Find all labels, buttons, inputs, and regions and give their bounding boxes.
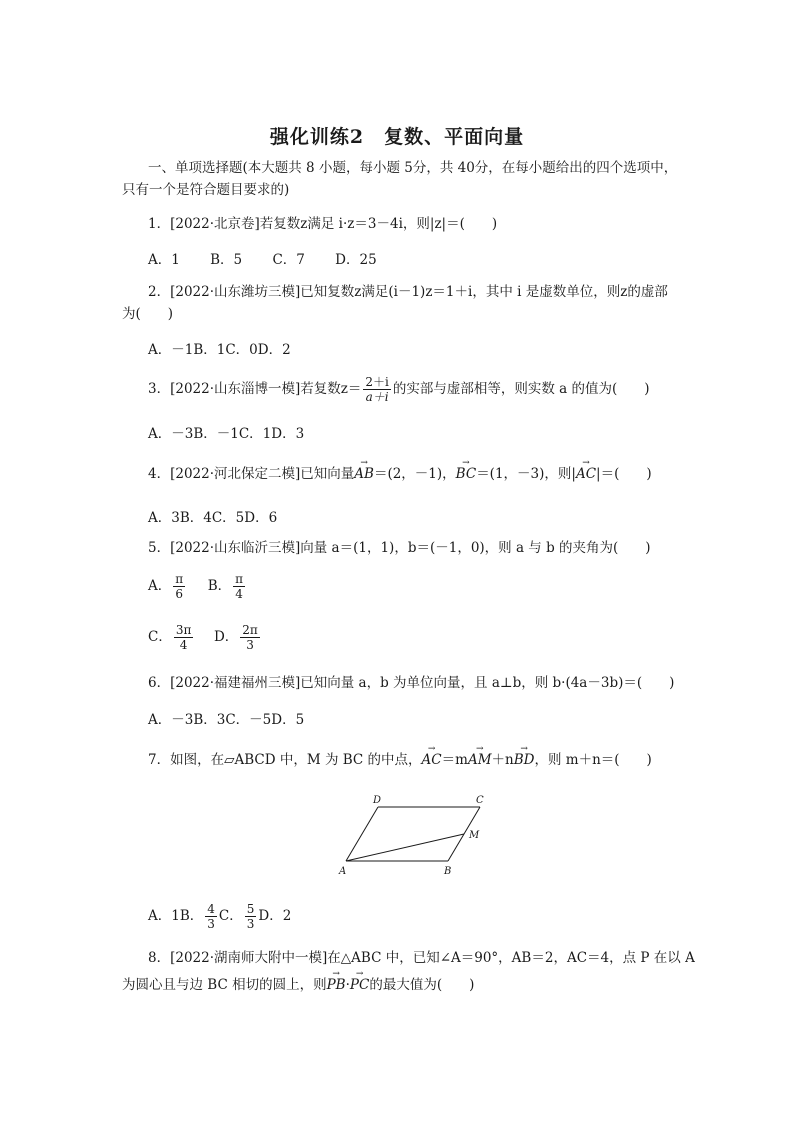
label-m: M bbox=[469, 830, 480, 841]
option-d: D．25 bbox=[335, 252, 377, 268]
segment-am bbox=[346, 834, 464, 861]
question-7 bbox=[148, 750, 652, 770]
section-heading-line2: 只有一个是符合题目要求的) bbox=[122, 182, 290, 198]
option-a: A．1 bbox=[148, 252, 180, 268]
question-5: 5．[2022·山东临沂三模]向量 a＝(1，1)，b＝(－1，0)，则 a 与 b 的夹角为( ) bbox=[148, 540, 651, 556]
label-b: B bbox=[444, 866, 452, 877]
option-d-fraction bbox=[240, 623, 260, 652]
vector-pb: → PB bbox=[327, 975, 346, 995]
text: ＝(2，－1)， bbox=[373, 466, 456, 482]
text: 为圆心且与边 BC 相切的圆上，则 bbox=[122, 977, 327, 993]
question-1: 1．[2022·北京卷]若复数z满足 i·z＝3－4i，则|z|＝( ) bbox=[148, 216, 498, 232]
denominator: 4 bbox=[235, 587, 243, 601]
fraction bbox=[363, 375, 390, 404]
label-d: D bbox=[373, 795, 382, 806]
option-c-label: C． bbox=[218, 908, 243, 924]
numerator: π bbox=[235, 572, 244, 586]
parallelogram-figure bbox=[336, 793, 486, 883]
numerator: 3π bbox=[175, 623, 192, 637]
text: ＝(1，－3)，则| bbox=[476, 466, 576, 482]
option-b-fraction bbox=[205, 902, 217, 931]
question-3-suffix: 的实部与虚部相等，则实数 a 的值为( ) bbox=[392, 381, 650, 397]
option-c: C．7 bbox=[272, 252, 305, 268]
text: ＋n bbox=[491, 752, 514, 768]
text: ＝m bbox=[441, 752, 468, 768]
question-2-options: A．－1B．1C．0D．2 bbox=[148, 342, 291, 358]
option-c-label: C． bbox=[148, 629, 172, 645]
option-a-fraction bbox=[173, 572, 185, 601]
option-d-label: D．2 bbox=[258, 908, 292, 924]
question-6-options: A．－3B．3C．－5D．5 bbox=[148, 712, 305, 728]
numerator: π bbox=[175, 572, 184, 586]
text: 4．[2022·河北保定二模]已知向量 bbox=[148, 466, 355, 482]
question-5-options-ab bbox=[148, 572, 247, 601]
numerator: 5 bbox=[246, 902, 255, 916]
vector-ac: → AC bbox=[576, 464, 596, 484]
question-4-options: A．3B．4C．5D．6 bbox=[148, 510, 278, 526]
text: 的最大值为( ) bbox=[369, 977, 475, 993]
question-2-line1: 2．[2022·山东潍坊三模]已知复数z满足(i－1)z＝1＋i，其中 i 是虚数单位，则z的虚部 bbox=[148, 284, 668, 300]
vector-pc: → PC bbox=[350, 975, 369, 995]
text: ，则 m＋n＝( ) bbox=[534, 752, 652, 768]
denominator: 3 bbox=[207, 917, 215, 931]
text: |＝( ) bbox=[596, 466, 652, 482]
option-d-label: D． bbox=[213, 629, 239, 645]
dot-operator: · bbox=[345, 977, 350, 993]
denominator: 3 bbox=[246, 917, 255, 931]
text: 7．如图，在▱ABCD 中，M 为 BC 的中点， bbox=[148, 752, 422, 768]
question-2-line2: 为( ) bbox=[122, 306, 174, 322]
question-5-options-cd bbox=[148, 623, 262, 652]
question-3-options: A．－3B．－1C．1D．3 bbox=[148, 426, 305, 442]
question-3 bbox=[148, 374, 650, 404]
option-b-fraction bbox=[233, 572, 245, 601]
option-b: B．5 bbox=[210, 252, 243, 268]
vector-am: → AM bbox=[468, 750, 492, 770]
question-8-line2 bbox=[122, 975, 474, 995]
label-a: A bbox=[339, 866, 347, 877]
question-1-options bbox=[148, 248, 377, 268]
fraction-numerator: 2＋i bbox=[365, 375, 389, 389]
question-3-prefix: 3．[2022·山东淄博一模]若复数z＝ bbox=[148, 381, 362, 397]
edge-da bbox=[346, 807, 378, 861]
option-c-fraction bbox=[174, 623, 194, 652]
vector-bc: → BC bbox=[456, 464, 477, 484]
numerator: 2π bbox=[242, 623, 258, 637]
question-8-line1: 8．[2022·湖南师大附中一模]在△ABC 中，已知∠A＝90°，AB＝2，AC＝4，点 P 在以 A bbox=[148, 950, 695, 966]
label-c: C bbox=[476, 795, 484, 806]
option-a-label: A． bbox=[148, 578, 172, 594]
parallelogram-diagram bbox=[336, 793, 486, 879]
question-4 bbox=[148, 464, 652, 484]
vector-bd: → BD bbox=[514, 750, 535, 770]
fraction-denominator: a＋i bbox=[365, 390, 389, 404]
option-c-fraction bbox=[245, 902, 257, 931]
option-a-b-label: A．1B． bbox=[148, 908, 204, 924]
option-b-label: B． bbox=[207, 578, 232, 594]
question-6: 6．[2022·福建福州三模]已知向量 a，b 为单位向量，且 a⊥b，则 b·(4a－3b)＝( ) bbox=[148, 675, 675, 691]
denominator: 4 bbox=[179, 638, 188, 652]
denominator: 3 bbox=[246, 638, 254, 652]
question-7-options bbox=[148, 902, 291, 931]
section-heading-line1: 一、单项选择题(本大题共 8 小题，每小题 5分，共 40分，在每小题给出的四个选项中， bbox=[148, 160, 678, 176]
denominator: 6 bbox=[175, 587, 184, 601]
numerator: 4 bbox=[207, 902, 215, 916]
vector-ac: → AC bbox=[422, 750, 442, 770]
vector-ab: → AB bbox=[354, 464, 374, 484]
page-title: 强化训练2 复数、平面向量 bbox=[269, 126, 525, 148]
